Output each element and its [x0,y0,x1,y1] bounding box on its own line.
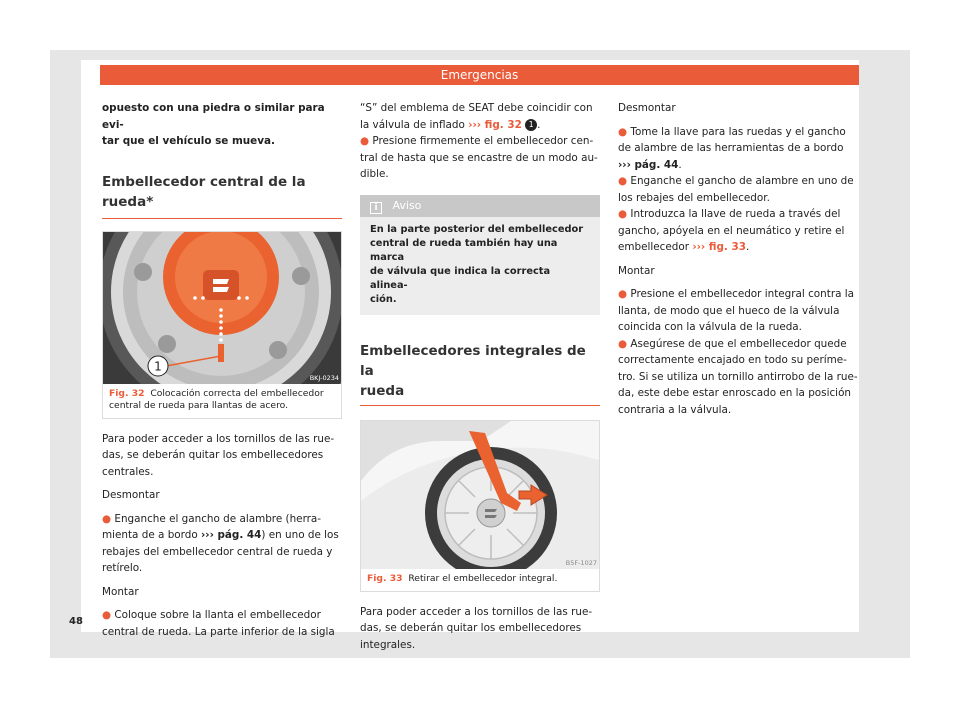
paragraph-line: Para poder acceder a los tornillos de las rue- [102,432,335,445]
paragraph-line: dible. [360,168,389,180]
intro-line: opuesto con una piedra o similar para evi- [102,102,325,131]
figure-number: Fig. 32 [109,387,145,399]
bullet-dot: ● [102,609,112,621]
paragraph-line: ››› pág. 44. [618,158,682,171]
figure-33 [360,420,600,592]
page-reference[interactable]: ››› pág. 44 [201,529,262,541]
figure-reference[interactable]: ››› fig. 32 [468,118,522,131]
figure-caption [103,384,341,418]
paragraph-line: das, se deberán quitar los embellecedores [102,449,324,461]
paragraph-line: “S” del emblema de SEAT debe coincidir con [360,102,593,114]
svg-text:BKJ-0234: BKJ-0234 [309,373,339,382]
paragraph-line: mienta de a bordo ››› pág. 44) en uno de los [102,529,339,541]
page-reference[interactable]: ››› pág. 44 [618,158,679,171]
svg-text:B5F-1027: B5F-1027 [565,558,597,567]
bullet-dot: ● [618,288,628,300]
paragraph-line: das, se deberán quitar los embellecedores [360,622,582,634]
bullet-item: ● Enganche el gancho de alambre en uno de [618,175,854,187]
figure-reference[interactable]: ››› fig. 33 [692,241,746,253]
subheading-montar: Montar [618,264,655,277]
column-left [102,100,342,640]
bullet-item: ● Presione firmemente el embellecedor cen- [360,135,594,147]
caption-text: Colocación correcta del embellecedor [150,387,324,399]
paragraph-line: Para poder acceder a los tornillos de las rue- [360,605,593,618]
paragraph-line: central de rueda. La parte inferior de la sigla [102,625,335,638]
aviso-title: Aviso [392,198,422,212]
bullet-item: ● Presione el embellecedor integral contra la [618,288,855,300]
bullet-dot: ● [618,208,628,220]
column-right [618,100,858,418]
section-title: Embellecedor central de la rueda* [102,173,306,210]
bullet-dot: ● [102,512,112,525]
paragraph-line: la válvula de inflado ››› fig. 32 1 . [360,118,541,131]
subheading-desmontar: Desmontar [618,102,676,114]
subheading-montar: Montar [102,585,139,598]
paragraph-line: tro. Si se utiliza un tornillo antirrobo de la rue- [618,370,858,383]
info-icon: i [370,202,382,214]
figure-caption [361,569,599,591]
column-middle [360,100,600,653]
paragraph-line: embellecedor ››› fig. 33. [618,241,750,253]
paragraph-line: los rebajes del embellecedor. [618,191,770,204]
figure-number: Fig. 33 [367,572,403,584]
aviso-box [360,195,600,315]
aviso-header [360,195,600,217]
bullet-item: ● Asegúrese de que el embellecedor quede [618,337,847,350]
figure-image [361,421,599,569]
paragraph-line: coincida con la válvula de la rueda. [618,321,802,333]
paragraph-line: integrales. [360,638,416,651]
bullet-item: ● Enganche el gancho de alambre (herra- [102,512,322,525]
subheading-desmontar: Desmontar [102,489,160,501]
callout-number: 1 [525,119,537,131]
bullet-dot: ● [618,337,628,350]
hubcap-removal-illustration [361,421,599,569]
paragraph-line: da, este debe estar enroscado en la posición [618,387,852,399]
paragraph-line: centrales. [102,465,154,478]
page-number: 48 [69,616,83,627]
section-title: Embellecedores integrales de la rueda [360,342,586,399]
paragraph-line: tral de hasta que se encastre de un modo au- [360,151,598,164]
aviso-body: En la parte posterior del embellecedor central de rueda también hay una marca de válvula que indica la correcta alinea- ción. [370,223,584,305]
svg-text:1: 1 [154,359,162,373]
paragraph-line: correctamente encajado en todo su períme- [618,354,847,366]
steel-wheel-illustration [103,232,341,384]
chapter-header: Emergencias [100,65,859,85]
paragraph-line: contraria a la válvula. [618,403,732,416]
bullet-dot: ● [360,135,370,147]
caption-text: Retirar el embellecedor integral. [408,572,558,584]
figure-32 [102,231,342,419]
bullet-item: ● Coloque sobre la llanta el embellecedor [102,609,321,621]
bullet-item: ● Introduzca la llave de rueda a través del [618,208,841,220]
paragraph-line: de alambre de las herramientas de a bordo [618,142,844,154]
paragraph-line: retírelo. [102,562,143,574]
bullet-dot: ● [618,125,628,138]
bullet-item: ● Tome la llave para las ruedas y el gancho [618,125,846,138]
figure-image [103,232,341,384]
intro-line: tar que el vehículo se mueva. [102,135,275,147]
bullet-dot: ● [618,175,628,187]
paragraph-line: llanta, de modo que el hueco de la válvula [618,304,840,317]
paragraph-line: gancho, apóyela en el neumático y retire el [618,224,845,237]
caption-text: central de rueda para llantas de acero. [109,399,289,411]
paragraph-line: rebajes del embellecedor central de rueda y [102,545,333,558]
